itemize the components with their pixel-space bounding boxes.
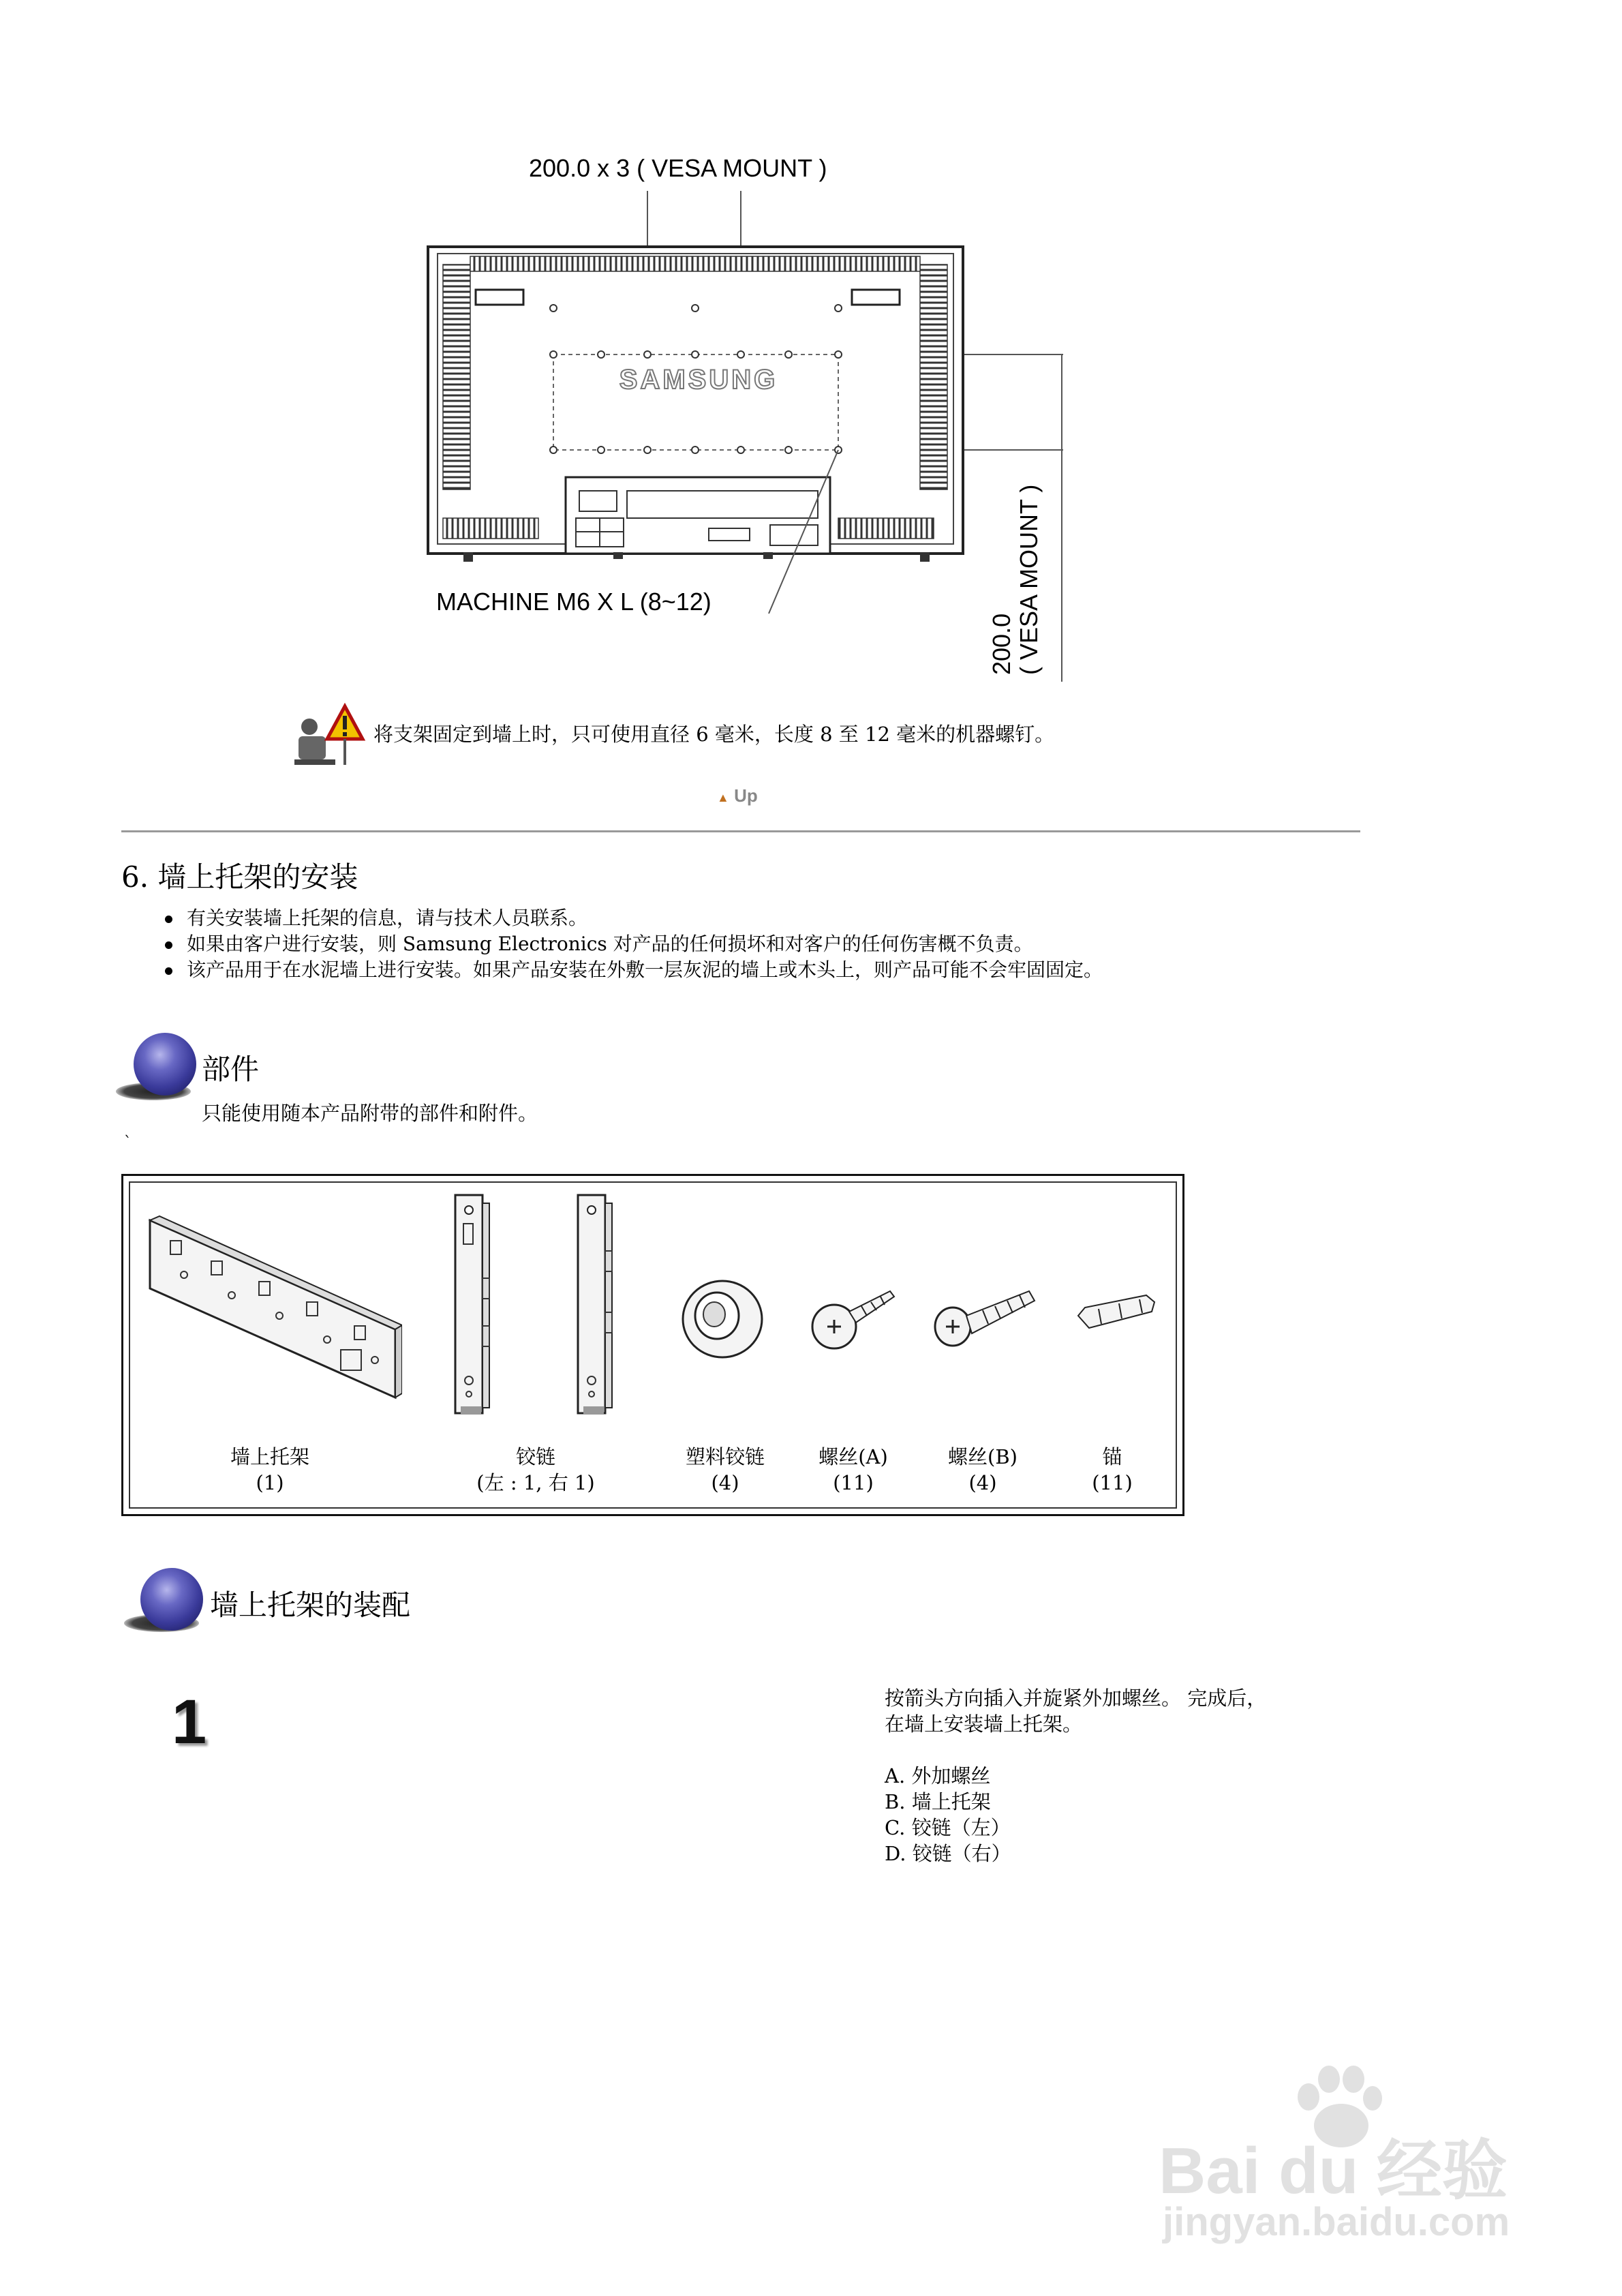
up-arrow-icon: ▲: [717, 791, 729, 804]
part-name: 锚: [1102, 1445, 1122, 1468]
vesa-vertical-text: ( VESA MOUNT ): [1015, 484, 1043, 675]
part-qty: (4): [711, 1471, 739, 1494]
hinge-right-icon: [566, 1190, 620, 1421]
part-name: 螺丝(A): [818, 1445, 888, 1468]
step-number: 1: [172, 1687, 207, 1757]
parts-note: 只能使用随本产品附带的部件和附件。: [202, 1102, 538, 1125]
section-bullet-icon: [134, 1033, 196, 1096]
divider: [121, 830, 1360, 832]
section-bullet-icon: [140, 1568, 203, 1631]
screw-a-icon: [808, 1282, 897, 1357]
list-item: C. 铰链（左）: [885, 1816, 1011, 1839]
stray-mark: `: [124, 1134, 132, 1151]
list-item: B. 墙上托架: [885, 1790, 991, 1813]
parts-heading: 部件: [202, 1053, 260, 1086]
install-notes-list: [150, 905, 1103, 983]
part-name: 塑料铰链: [685, 1445, 765, 1468]
list-item: 该产品用于在水泥墙上进行安装。如果产品安装在外敷一层灰泥的墙上或木头上，则产品可能不会牢固固定。: [150, 957, 1103, 983]
anchor-icon: [1071, 1288, 1160, 1343]
part-qty: (11): [1092, 1471, 1133, 1494]
step-instruction: [885, 1685, 1266, 1737]
brand-text: SAMSUNG: [619, 365, 778, 395]
part-caption-plastic-hanger: [686, 1444, 765, 1496]
part-qty: (1): [256, 1471, 284, 1494]
part-caption-hinge: [476, 1444, 594, 1496]
part-qty: (11): [833, 1471, 874, 1494]
machine-screw-label: MACHINE M6 X L (8~12): [436, 588, 711, 616]
part-caption-anchor: [1092, 1444, 1133, 1496]
assembly-heading: 墙上托架的装配: [210, 1588, 411, 1622]
vesa-vertical-label: [988, 485, 1043, 675]
wall-bracket-icon: [143, 1213, 402, 1411]
warning-person-icon: [292, 702, 367, 768]
list-item: 有关安装墙上托架的信息，请与技术人员联系。: [150, 905, 1103, 931]
list-item: D. 铰链（右）: [885, 1842, 1011, 1865]
up-link[interactable]: [717, 785, 758, 806]
part-name: 螺丝(B): [948, 1445, 1017, 1468]
part-caption-screw-b: [948, 1444, 1017, 1496]
warning-text: 将支架固定到墙上时，只可使用直径 6 毫米，长度 8 至 12 毫米的机器螺钉。: [373, 723, 1055, 746]
hinge-left-icon: [443, 1190, 498, 1421]
part-qty: (4): [968, 1471, 997, 1494]
part-name: 墙上托架: [230, 1445, 310, 1468]
watermark-url: jingyan.baidu.com: [1163, 2200, 1510, 2244]
part-qty: (左 : 1, 右 1): [476, 1471, 595, 1494]
screw-b-icon: [930, 1282, 1039, 1357]
part-name: 铰链: [515, 1445, 555, 1468]
part-caption-wall-bracket: [230, 1444, 309, 1496]
section-title: 6. 墙上托架的安装: [121, 860, 358, 894]
up-link-label: Up: [734, 785, 758, 806]
part-caption-screw-a: [818, 1444, 888, 1496]
plastic-hanger-icon: [675, 1275, 770, 1363]
list-item: A. 外加螺丝: [885, 1764, 991, 1787]
list-item: 如果由客户进行安装，则 Samsung Electronics 对产品的任何损坏和对客户的任何伤害概不负责。: [150, 931, 1103, 957]
vesa-horizontal-label: 200.0 x 3 ( VESA MOUNT ): [529, 154, 827, 182]
assembly-parts-list: [885, 1763, 1011, 1867]
vesa-vertical-value: 200.0: [988, 613, 1015, 675]
monitor-back-diagram: [423, 191, 1077, 695]
instruction-line: 按箭头方向插入并旋紧外加螺丝。 完成后，: [885, 1687, 1267, 1710]
watermark-brand: Bai du 经验: [1159, 2134, 1508, 2207]
instruction-line: 在墙上安装墙上托架。: [885, 1712, 1083, 1736]
